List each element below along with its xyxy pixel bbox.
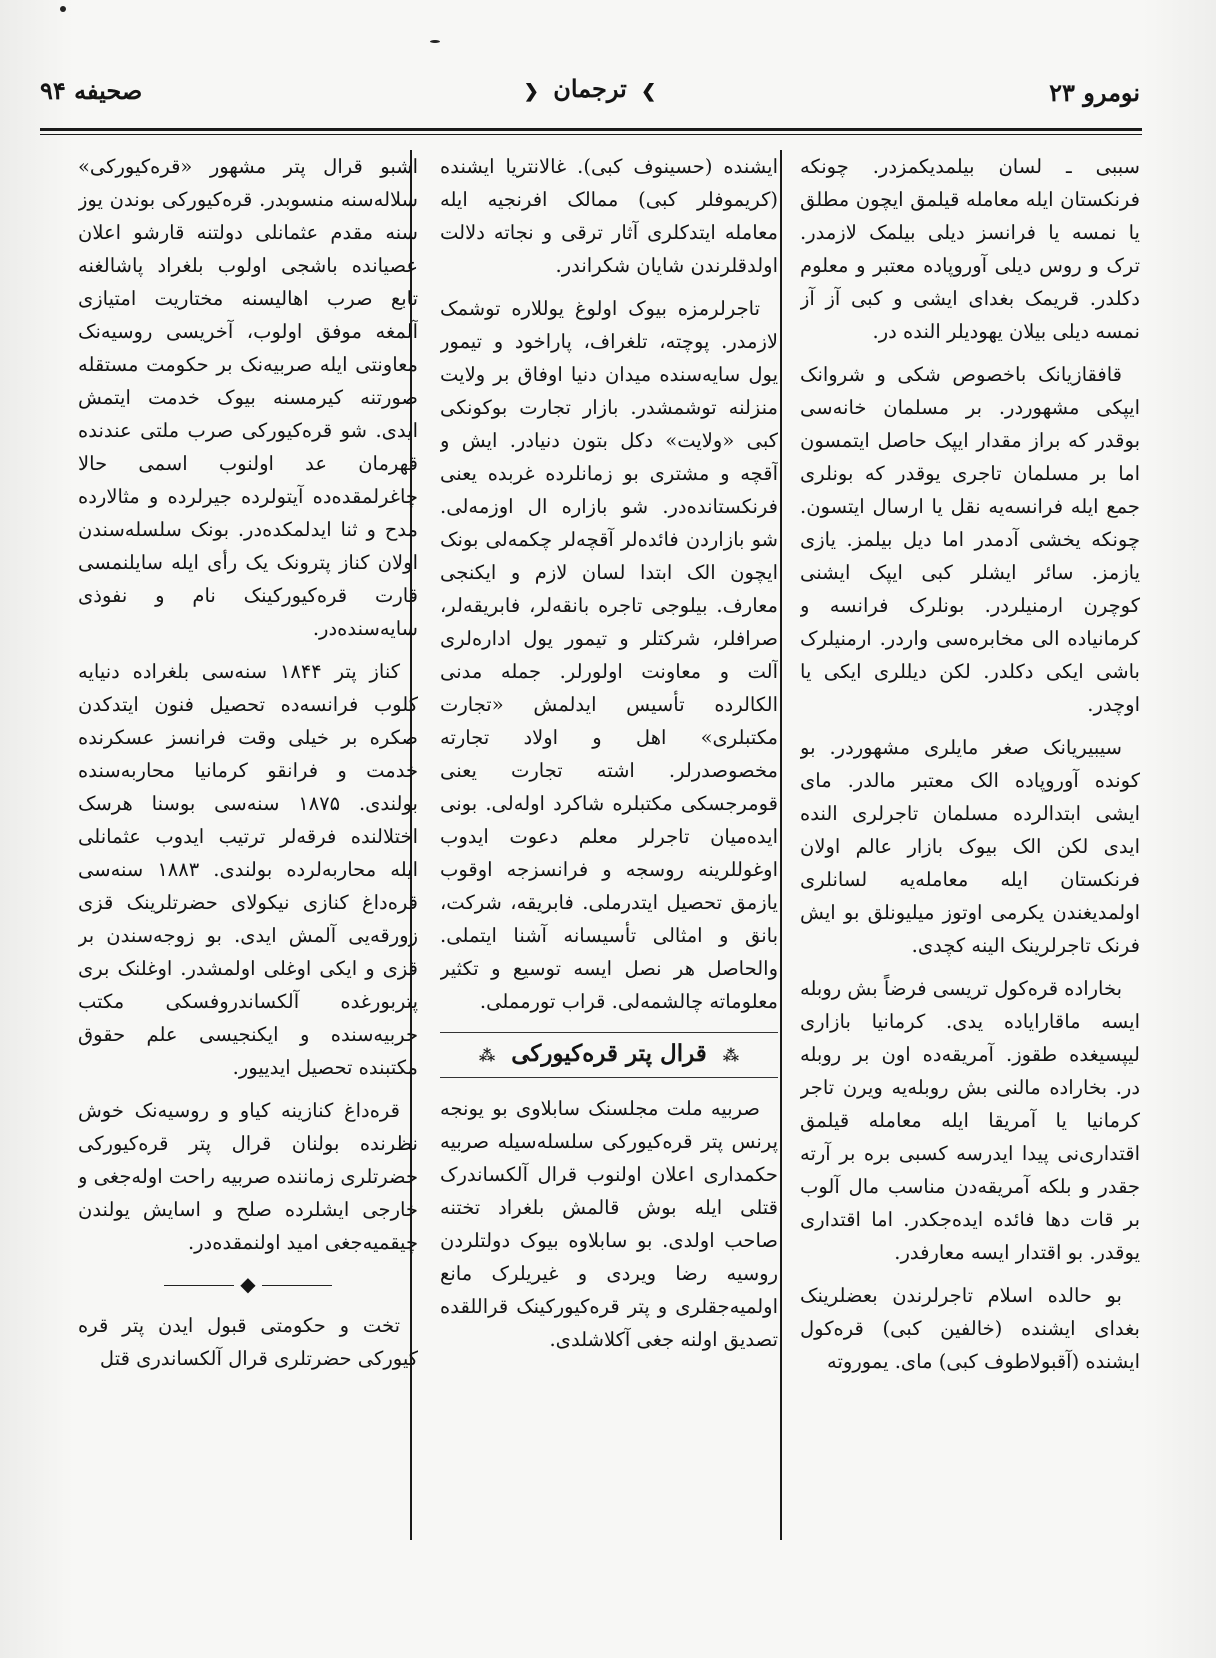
header-rule-thin <box>40 134 1142 135</box>
print-speck <box>60 6 66 12</box>
heading-ornament-right-icon: ⁂ <box>722 1046 740 1065</box>
masthead-ornament-right-icon: ❯ <box>641 81 657 102</box>
paragraph: کناز پتر ۱۸۴۴ سنه‌سی بلغراده دنیایه کلوب فرانسه‌ده تحصیل فنون ایتدکدن صکره بر خیلی وقت فرانسز عسکرنده خدمت و فرانقو کرمانیا محاربه‌سنده بولندی. ۱۸۷۵ سنه‌سی بوسنا هرسک اختلالنده فرقه‌لر ترتیب ایدوب عثمانلی ایله محاربه‌لرده بولندی. ۱۸۸۳ سنه‌سی قره‌داغ کنازی نیکولای حضرتلرینک قزی زورقه‌یی آلمش ایدی. بو زوجه‌سندن بر قزی و ایکی اوغلی اولمشدر. اوغلنک بری پتربورغده آلکساندروفسکی مکتب حربیه‌سنده و ایکنجیسی علم حقوق مکتبنده تحصیل ایدییور. <box>78 660 418 1079</box>
paragraph: تاجرلرمزه بیوک اولوغ یوللاره توشمک لازمدر. پوچته، تلغراف، پاراخود و تیمور یول سایه‌سنده میدان دنیا اوفاق بر ولایت منزلنه توشمشدر. بازار تجارت بوکونکی کبی «ولایت» دکل بتون دنیادر. ایش و آقچه و مشتری بو زمانلرده غربده یعنی فرنکستانده‌در. شو بازاره ال اوزمه‌لی. شو بازاردن فائده‌لر آقچه‌لر چکمه‌لی بونک ایچون الک ابتدا لسان لازم و ایکنجی معارف. بیلوجی تاجره بانقه‌لر، فابریقه‌لر، صرافلر، شرکتلر و تیمور یول اداره‌لری آلت و معاونت اولورلر. جمله مدنی الکالرده تأسیس ایدلمش «تجارت مکتبلری» اهل و اولاد تجارته مخصوصدرلر. اشته تجارت یعنی قومرجسکی مکتبلره شاکرد اوله‌لی. بونی ایده‌میان تاجرلر معلم دعوت ایدوب اوغوللرینه روسجه و فرانسزجه اوقوب یازمق تحصیل ایتدرملی. فابریقه، شرکت، بانق و امثالی تأسیسانه آشنا ایتملی. والحاصل هر نصل ایسه توسیع و تکثیر معلوماته چالشمه‌لی. قراب تورمملی. <box>440 297 778 1013</box>
paragraph: اشبو قرال پتر مشهور «قره‌کیورکی» سلاله‌سنه منسوبدر. قره‌کیورکی بوندن یوز سنه مقدم عثمانلی دولتنه قارشو اعلان عصیانده باشجی اولوب بلغراد پاشالغنه تابع صرب اهالیسنه مختاریت امتیازی آلمغه موفق اولوب، آخریسی روسیه‌نک معاونتی ایله صربیه‌نک بر حکومت مستقله صورتنه کیرمسنه بیوک خدمت ایتمش ایدی. شو قره‌کیورکی صرب ملتی عندنده قهرمان عد اولنوب اسمی حالا چاغرلمقده‌ده آیتولرده جیرلرده و مثالارده مدح و ثنا ایدلمکده‌در. بونک سلسله‌سندن اولان کناز پترونک یک رأی ایله سایلنمسی قارت قره‌کیورکینک نام و نفوذی سایه‌سنده‌در. <box>78 155 418 640</box>
paragraph: تخت و حکومتی قبول ایدن پتر قره کیورکی حضرتلری قرال آلکساندری قتل <box>78 1314 418 1370</box>
paragraph: سیبیریانک صغر مایلری مشهوردر. بو کونده آوروپاده الک معتبر مالدر. مای ایشی ابتدالرده مسلمان تاجرلری الندە ایدی لکن الک بیوک بازار عالم اولان فرنکستان ایله معامله‌یه لسانلری اولمدیغندن یکرمی اوتوز میلیونلق بو ایش فرنک تاجرلرینک الینه کچدی. <box>800 736 1140 957</box>
divider-diamond-icon: ◆ <box>240 1272 256 1296</box>
page-number: صحیفه ۹۴ <box>40 76 143 105</box>
issue-number: نومرو ۲۳ <box>1049 78 1140 107</box>
paragraph: صربیه ملت مجلسنک سابلاوی بو یونجه پرنس پتر قره‌کیورکی سلسله‌سیله صربیه حکمداری اعلان اولنوب قرال آلکساندرک قتلی ایله بوش قالمش بلغراد تختنه صاحب اولدی. بو سابلاوه بیوک دولتلردن روسیه رضا ویردی و غیریلرک مانع اولمیه‌جقلری و پتر قره‌کیورکینک قراللقده تصدیق اولنه جغی آکلاشلدی. <box>440 1097 778 1351</box>
column-middle <box>440 150 778 1540</box>
masthead <box>518 74 662 103</box>
article-title: قرال پتر قره‌کیورکی <box>511 1040 707 1067</box>
paragraph: قافقازیانک باخصوص شکی و شروانک ایپکی مشهوردر. بر مسلمان خانه‌سی بوقدر که براز مقدار ایپک حاصل ایتمسون اما بر مسلمان تاجری یوقدر که بونلری جمع ایله فرانسه‌یه نقل یا ارسال ایتسون. چونکه یخشی آدمدر اما دیل بیلمز. یازی یازمز. سائر ایشلر کبی ایپک ایشنی کوچرن ارمنیلردر. بونلرک فرانسه و کرمانیاده الی مخابره‌سی واردر. ارمنیلرک باشی ایکی دکلدر. لکن دیللری ایکی یا اوچدر. <box>800 363 1140 716</box>
column-divider-right <box>780 150 782 1540</box>
paragraph: ایشنده (حسینوف کبی). غالانتریا ایشنده (کریموفلر کبی) ممالک افرنجیه ایله معامله ایتدکلری آثار ترقی و نجاته دلالت اولدقلرندن شایان شکراندر. <box>440 155 778 277</box>
divider-line <box>262 1285 332 1286</box>
section-divider <box>78 1271 418 1297</box>
masthead-title: ترجمان <box>553 74 627 103</box>
column-right <box>800 150 1140 1540</box>
header-rule-thick <box>40 128 1142 131</box>
heading-ornament-left-icon: ⁂ <box>478 1046 496 1065</box>
print-speck <box>430 40 440 43</box>
column-left <box>78 150 418 1540</box>
page-header <box>40 70 1140 125</box>
divider-line <box>164 1285 234 1286</box>
paragraph: بو حالده اسلام تاجرلرندن بعضلرینک بغدای ایشنده (خالفین کبی) قره‌کول ایشنده (آقبولاطوف کبی) مای. یموروته <box>800 1284 1140 1373</box>
paragraph: قره‌داغ کنازینه کیاو و روسیه‌نک خوش نظرنده بولنان قرال پتر قره‌کیورکی حضرتلری زماننده صربیه راحت اوله‌جغی و خارجی ایشلرده صلح و اسایش یولندن چیقمیه‌جغی امید اولنمقده‌در. <box>78 1099 418 1254</box>
masthead-ornament-left-icon: ❮ <box>523 81 539 102</box>
paragraph: سببی ـ لسان بیلمدیکمزدر. چونکه فرنکستان ایله معامله قیلمق ایچون مطلق یا نمسه یا فرانسز دیلی بیلمک لازمدر. ترک و روس دیلی آوروپاده معتبر و معلوم دکلدر. قریمک بغدای ایشی و کبی آز آز نمسه دیلی بیلان یهودیلر الندە در. <box>800 155 1140 343</box>
paragraph: بخاراده قره‌کول تریسی فرضاً بش روبله ایسه ماقارایاده یدی. کرمانیا بازاری لیپسیغده طقوز. آمریقه‌ده اون بر روبله در. بخاراده مالنی بش روبله‌یه ویرن تاجر کرمانیا یا آمریقا ایله معامله قیلمق اقتداری‌نی پیدا ایدرسه کسبی بره بر آرته جقدر و بلکه آمریقه‌دن مناسب مال آلوب بر قات دها فائده ایده‌جکدر. اما اقتداری یوقدر. بو اقتدار ایسه معارفدر. <box>800 977 1140 1264</box>
article-heading <box>440 1032 778 1078</box>
